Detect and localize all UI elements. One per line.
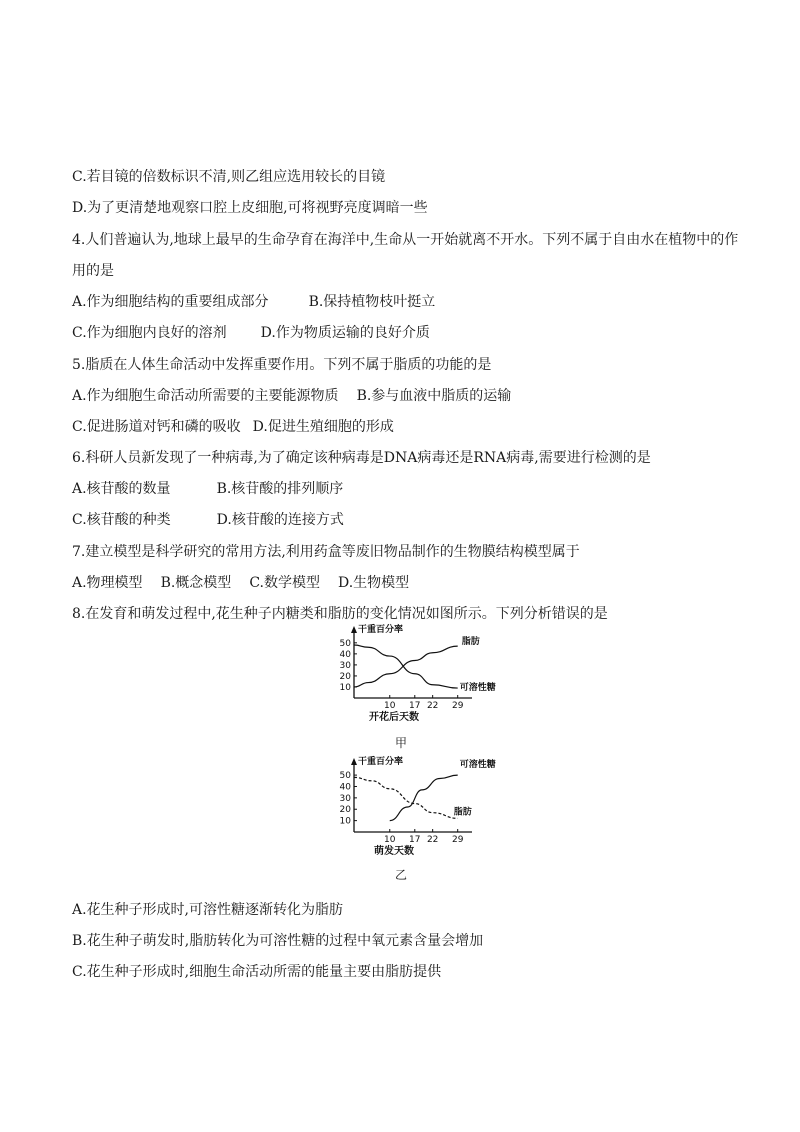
y-tick-label: 20 [339,671,351,682]
option-d: D.生物模型 [337,575,410,591]
y-tick-label: 50 [339,771,351,782]
option-a: A.作为细胞生命活动所需要的主要能源物质 [72,388,339,404]
chart-caption-jia: 甲 [395,736,408,750]
question-line: 7.建立模型是科学研究的常用方法,利用药盒等废旧物品制作的生物膜结构模型属于 [72,544,580,560]
y-tick-label: 40 [339,782,351,793]
y-axis-arrow [351,626,357,633]
chart-jia [322,624,496,726]
option-a: A.作为细胞结构的重要组成部分 [72,294,269,310]
y-tick-label: 40 [339,649,351,660]
option-line: D.为了更清楚地观察口腔上皮细胞,可将视野亮度调暗一些 [72,200,428,216]
series-line [354,777,458,818]
y-tick-label: 10 [339,682,351,693]
series-label: 脂肪 [453,807,472,818]
option-row [72,293,435,311]
option-a: A.物理模型 [72,575,143,591]
series-label: 可溶性糖 [459,683,496,694]
x-tick-label: 29 [451,701,464,711]
x-tick-label: 22 [426,835,439,845]
option-d: D.促进生殖细胞的形成 [252,419,394,435]
y-tick-label: 50 [339,638,351,649]
x-axis-label: 萌发天数 [374,846,414,857]
y-axis-label: 干重百分率 [358,757,404,767]
option-d: D.核苷酸的连接方式 [216,512,344,528]
question-line: 5.脂质在人体生命活动中发挥重要作用。下列不属于脂质的功能的是 [72,357,492,373]
option-row [72,480,343,498]
x-tick-label: 10 [384,835,396,845]
option-row [72,511,344,529]
question-line: 用的是 [72,263,114,279]
option-b: B.参与血液中脂质的运输 [356,388,512,404]
y-tick-label: 20 [339,805,351,816]
series-label: 脂肪 [461,637,480,648]
option-d: D.作为物质运输的良好介质 [260,325,430,341]
chart-yi [322,756,496,860]
series-line [390,775,458,821]
question-line: 4.人们普遍认为,地球上最早的生命孕育在海洋中,生命从一开始就离不开水。下列不属于自由水在植物中的作 [72,232,739,248]
option-c: C.作为细胞内良好的溶剂 [72,325,227,341]
option-a: A.核苷酸的数量 [72,481,171,497]
option-line: B.花生种子萌发时,脂肪转化为可溶性糖的过程中氧元素含量会增加 [72,933,484,949]
option-row [72,574,409,592]
x-tick-label: 10 [384,701,396,711]
y-axis-label: 干重百分率 [358,625,404,635]
question-line: 8.在发育和萌发过程中,花生种子内糖类和脂肪的变化情况如图所示。下列分析错误的是 [72,606,608,622]
option-row [72,418,394,436]
option-row [72,387,511,405]
x-tick-label: 29 [451,835,464,845]
x-tick-label: 22 [426,701,439,711]
option-line: C.若目镜的倍数标识不清,则乙组应选用较长的目镜 [72,169,386,185]
x-tick-label: 17 [409,835,421,845]
y-tick-label: 30 [339,660,351,671]
chart-caption-yi: 乙 [395,868,408,882]
option-b: B.核苷酸的排列顺序 [216,481,344,497]
x-tick-label: 17 [409,701,421,711]
option-c: C.数学模型 [249,575,320,591]
option-b: B.概念模型 [160,575,232,591]
y-tick-label: 30 [339,793,351,804]
x-axis-label: 开花后天数 [369,712,419,723]
option-line: C.花生种子形成时,细胞生命活动所需的能量主要由脂肪提供 [72,964,442,980]
series-label: 可溶性糖 [459,760,496,771]
y-tick-label: 10 [339,816,351,827]
option-line: A.花生种子形成时,可溶性糖逐渐转化为脂肪 [72,902,344,918]
option-c: C.核苷酸的种类 [72,512,171,528]
option-b: B.保持植物枝叶挺立 [308,294,436,310]
question-line: 6.科研人员新发现了一种病毒,为了确定该种病毒是DNA病毒还是RNA病毒,需要进行检测的是 [72,450,651,466]
option-row [72,324,430,342]
series-line [354,646,458,687]
y-axis-arrow [351,758,357,765]
option-c: C.促进肠道对钙和磷的吸收 [72,419,241,435]
